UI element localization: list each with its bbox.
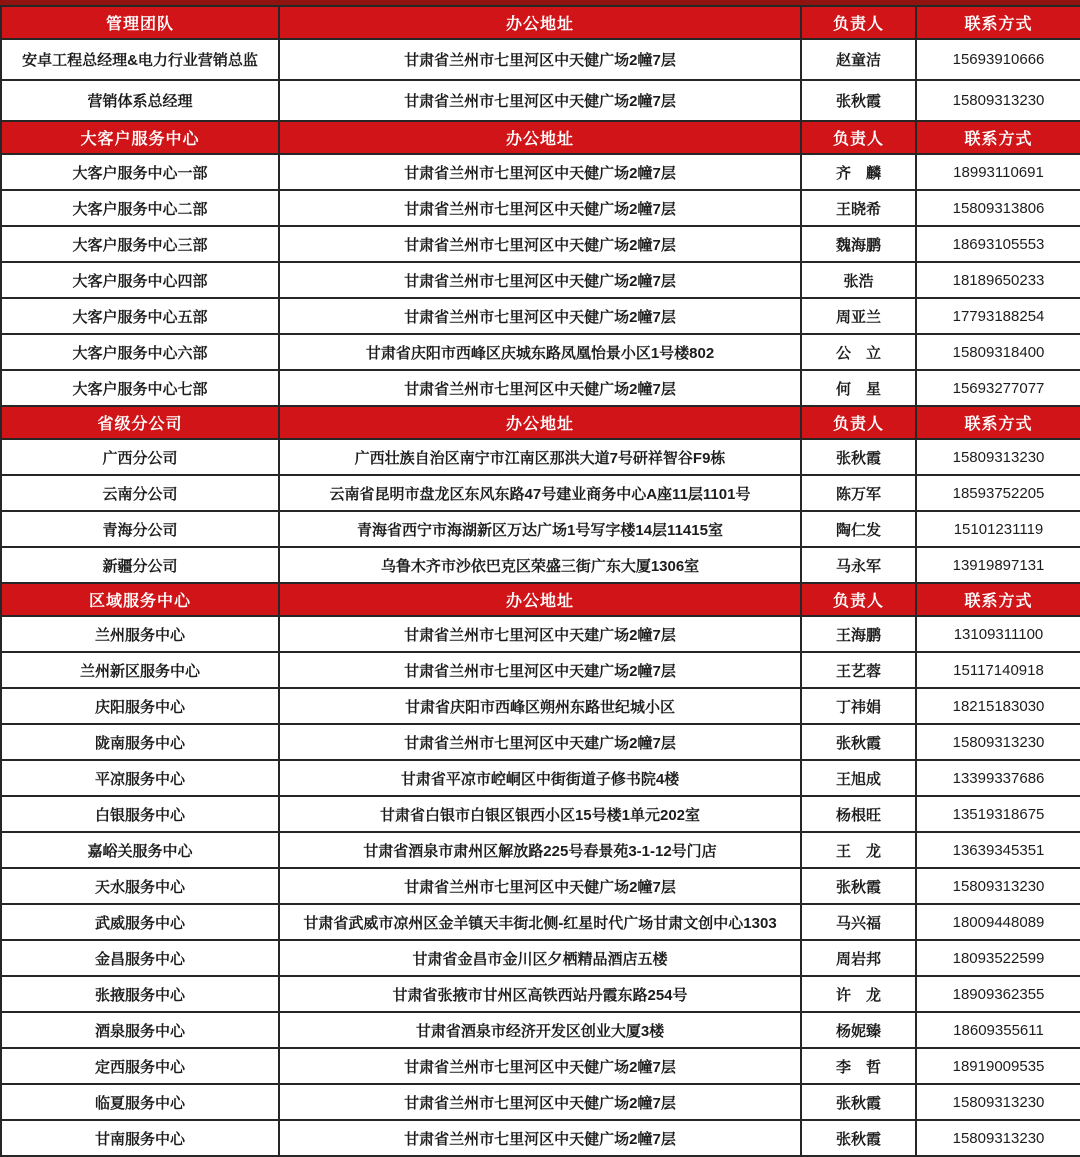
section-header-row — [1, 583, 1080, 616]
name-cell: 定西服务中心 — [1, 1048, 279, 1084]
name-cell: 嘉峪关服务中心 — [1, 832, 279, 868]
column-header-cell: 办公地址 — [279, 406, 801, 439]
table-row — [1, 547, 1080, 583]
table-row — [1, 724, 1080, 760]
table-row — [1, 439, 1080, 475]
name-cell: 云南分公司 — [1, 475, 279, 511]
column-header-cell: 办公地址 — [279, 121, 801, 154]
person-cell: 张秋霞 — [801, 1084, 916, 1120]
table-row — [1, 688, 1080, 724]
address-cell: 甘肃省兰州市七里河区中天健广场2幢7层 — [279, 39, 801, 80]
address-cell: 甘肃省兰州市七里河区中天健广场2幢7层 — [279, 80, 801, 121]
table-row — [1, 1120, 1080, 1156]
phone-cell: 18093522599 — [916, 940, 1080, 976]
address-cell: 甘肃省白银市白银区银西小区15号楼1单元202室 — [279, 796, 801, 832]
table-row — [1, 334, 1080, 370]
person-cell: 许 龙 — [801, 976, 916, 1012]
section-title-header-cell: 区域服务中心 — [1, 583, 279, 616]
column-header-cell: 联系方式 — [916, 6, 1080, 39]
person-cell: 杨妮臻 — [801, 1012, 916, 1048]
address-cell: 甘肃省酒泉市经济开发区创业大厦3楼 — [279, 1012, 801, 1048]
person-cell: 丁祎娟 — [801, 688, 916, 724]
address-cell: 甘肃省酒泉市肃州区解放路225号春景苑3-1-12号门店 — [279, 832, 801, 868]
address-cell: 乌鲁木齐市沙依巴克区荣盛三街广东大厦1306室 — [279, 547, 801, 583]
address-cell: 甘肃省兰州市七里河区中天健广场2幢7层 — [279, 226, 801, 262]
phone-cell: 18993110691 — [916, 154, 1080, 190]
table-row — [1, 511, 1080, 547]
name-cell: 兰州服务中心 — [1, 616, 279, 652]
address-cell: 云南省昆明市盘龙区东风东路47号建业商务中心A座11层1101号 — [279, 475, 801, 511]
address-cell: 甘肃省张掖市甘州区高铁西站丹霞东路254号 — [279, 976, 801, 1012]
phone-cell: 15693277077 — [916, 370, 1080, 406]
table-row — [1, 832, 1080, 868]
table-row — [1, 475, 1080, 511]
column-header-cell: 联系方式 — [916, 583, 1080, 616]
person-cell: 王旭成 — [801, 760, 916, 796]
name-cell: 酒泉服务中心 — [1, 1012, 279, 1048]
person-cell: 张秋霞 — [801, 868, 916, 904]
phone-cell: 15809313230 — [916, 868, 1080, 904]
person-cell: 张秋霞 — [801, 1120, 916, 1156]
table-row — [1, 1012, 1080, 1048]
person-cell: 齐 麟 — [801, 154, 916, 190]
address-cell: 甘肃省庆阳市西峰区庆城东路凤凰怡景小区1号楼802 — [279, 334, 801, 370]
person-cell: 王艺蓉 — [801, 652, 916, 688]
address-cell: 甘肃省兰州市七里河区中天健广场2幢7层 — [279, 262, 801, 298]
section-header-row — [1, 6, 1080, 39]
name-cell: 大客户服务中心七部 — [1, 370, 279, 406]
phone-cell: 15809313806 — [916, 190, 1080, 226]
contact-table-body — [1, 6, 1080, 1156]
address-cell: 甘肃省兰州市七里河区中天建广场2幢7层 — [279, 724, 801, 760]
table-row — [1, 616, 1080, 652]
name-cell: 大客户服务中心六部 — [1, 334, 279, 370]
person-cell: 魏海鹏 — [801, 226, 916, 262]
name-cell: 兰州新区服务中心 — [1, 652, 279, 688]
table-row — [1, 940, 1080, 976]
table-row — [1, 80, 1080, 121]
phone-cell: 15101231119 — [916, 511, 1080, 547]
phone-cell: 15809313230 — [916, 80, 1080, 121]
name-cell: 金昌服务中心 — [1, 940, 279, 976]
phone-cell: 18215183030 — [916, 688, 1080, 724]
column-header-cell: 负责人 — [801, 406, 916, 439]
person-cell: 杨根旺 — [801, 796, 916, 832]
person-cell: 马兴福 — [801, 904, 916, 940]
phone-cell: 18919009535 — [916, 1048, 1080, 1084]
section-title-header-cell: 省级分公司 — [1, 406, 279, 439]
phone-cell: 17793188254 — [916, 298, 1080, 334]
table-row — [1, 868, 1080, 904]
phone-cell: 18009448089 — [916, 904, 1080, 940]
phone-cell: 15809318400 — [916, 334, 1080, 370]
table-row — [1, 1048, 1080, 1084]
person-cell: 张秋霞 — [801, 439, 916, 475]
table-row — [1, 226, 1080, 262]
phone-cell: 18609355611 — [916, 1012, 1080, 1048]
address-cell: 甘肃省兰州市七里河区中天健广场2幢7层 — [279, 868, 801, 904]
name-cell: 庆阳服务中心 — [1, 688, 279, 724]
phone-cell: 18909362355 — [916, 976, 1080, 1012]
address-cell: 甘肃省兰州市七里河区中天建广场2幢7层 — [279, 652, 801, 688]
address-cell: 广西壮族自治区南宁市江南区那洪大道7号研祥智谷F9栋 — [279, 439, 801, 475]
address-cell: 甘肃省庆阳市西峰区朔州东路世纪城小区 — [279, 688, 801, 724]
address-cell: 青海省西宁市海湖新区万达广场1号写字楼14层11415室 — [279, 511, 801, 547]
column-header-cell: 负责人 — [801, 6, 916, 39]
person-cell: 周亚兰 — [801, 298, 916, 334]
phone-cell: 15693910666 — [916, 39, 1080, 80]
phone-cell: 13109311100 — [916, 616, 1080, 652]
table-row — [1, 1084, 1080, 1120]
address-cell: 甘肃省兰州市七里河区中天健广场2幢7层 — [279, 1120, 801, 1156]
column-header-cell: 办公地址 — [279, 6, 801, 39]
address-cell: 甘肃省兰州市七里河区中天健广场2幢7层 — [279, 190, 801, 226]
column-header-cell: 办公地址 — [279, 583, 801, 616]
phone-cell: 18693105553 — [916, 226, 1080, 262]
address-cell: 甘肃省平凉市崆峒区中街街道子修书院4楼 — [279, 760, 801, 796]
column-header-cell: 联系方式 — [916, 406, 1080, 439]
person-cell: 马永军 — [801, 547, 916, 583]
phone-cell: 13519318675 — [916, 796, 1080, 832]
phone-cell: 13399337686 — [916, 760, 1080, 796]
table-row — [1, 190, 1080, 226]
name-cell: 陇南服务中心 — [1, 724, 279, 760]
person-cell: 何 星 — [801, 370, 916, 406]
name-cell: 营销体系总经理 — [1, 80, 279, 121]
name-cell: 新疆分公司 — [1, 547, 279, 583]
person-cell: 张秋霞 — [801, 80, 916, 121]
name-cell: 大客户服务中心五部 — [1, 298, 279, 334]
name-cell: 武威服务中心 — [1, 904, 279, 940]
phone-cell: 15117140918 — [916, 652, 1080, 688]
person-cell: 王晓希 — [801, 190, 916, 226]
table-row — [1, 976, 1080, 1012]
person-cell: 周岩邦 — [801, 940, 916, 976]
address-cell: 甘肃省兰州市七里河区中天健广场2幢7层 — [279, 370, 801, 406]
person-cell: 王 龙 — [801, 832, 916, 868]
name-cell: 甘南服务中心 — [1, 1120, 279, 1156]
phone-cell: 15809313230 — [916, 439, 1080, 475]
person-cell: 公 立 — [801, 334, 916, 370]
section-title-header-cell: 大客户服务中心 — [1, 121, 279, 154]
phone-cell: 15809313230 — [916, 1120, 1080, 1156]
phone-cell: 18189650233 — [916, 262, 1080, 298]
phone-cell: 13639345351 — [916, 832, 1080, 868]
name-cell: 广西分公司 — [1, 439, 279, 475]
section-header-row — [1, 121, 1080, 154]
name-cell: 大客户服务中心一部 — [1, 154, 279, 190]
person-cell: 陈万军 — [801, 475, 916, 511]
person-cell: 张秋霞 — [801, 724, 916, 760]
phone-cell: 15809313230 — [916, 1084, 1080, 1120]
table-row — [1, 760, 1080, 796]
phone-cell: 18593752205 — [916, 475, 1080, 511]
table-row — [1, 652, 1080, 688]
table-row — [1, 262, 1080, 298]
name-cell: 白银服务中心 — [1, 796, 279, 832]
column-header-cell: 负责人 — [801, 583, 916, 616]
person-cell: 张浩 — [801, 262, 916, 298]
address-cell: 甘肃省金昌市金川区夕栖精品酒店五楼 — [279, 940, 801, 976]
person-cell: 陶仁发 — [801, 511, 916, 547]
phone-cell: 13919897131 — [916, 547, 1080, 583]
address-cell: 甘肃省兰州市七里河区中天健广场2幢7层 — [279, 1048, 801, 1084]
section-header-row — [1, 406, 1080, 439]
section-title-header-cell: 管理团队 — [1, 6, 279, 39]
table-row — [1, 154, 1080, 190]
name-cell: 大客户服务中心二部 — [1, 190, 279, 226]
table-row — [1, 904, 1080, 940]
address-cell: 甘肃省兰州市七里河区中天健广场2幢7层 — [279, 298, 801, 334]
person-cell: 赵童洁 — [801, 39, 916, 80]
name-cell: 青海分公司 — [1, 511, 279, 547]
address-cell: 甘肃省兰州市七里河区中天健广场2幢7层 — [279, 1084, 801, 1120]
name-cell: 安卓工程总经理&电力行业营销总监 — [1, 39, 279, 80]
table-row — [1, 298, 1080, 334]
person-cell: 李 哲 — [801, 1048, 916, 1084]
name-cell: 临夏服务中心 — [1, 1084, 279, 1120]
person-cell: 王海鹏 — [801, 616, 916, 652]
table-row — [1, 796, 1080, 832]
phone-cell: 15809313230 — [916, 724, 1080, 760]
address-cell: 甘肃省兰州市七里河区中天健广场2幢7层 — [279, 154, 801, 190]
column-header-cell: 联系方式 — [916, 121, 1080, 154]
column-header-cell: 负责人 — [801, 121, 916, 154]
name-cell: 天水服务中心 — [1, 868, 279, 904]
table-row — [1, 370, 1080, 406]
name-cell: 大客户服务中心三部 — [1, 226, 279, 262]
name-cell: 平凉服务中心 — [1, 760, 279, 796]
name-cell: 张掖服务中心 — [1, 976, 279, 1012]
address-cell: 甘肃省兰州市七里河区中天建广场2幢7层 — [279, 616, 801, 652]
name-cell: 大客户服务中心四部 — [1, 262, 279, 298]
table-row — [1, 39, 1080, 80]
contact-table — [0, 5, 1080, 1157]
address-cell: 甘肃省武威市凉州区金羊镇天丰街北侧-红星时代广场甘肃文创中心1303 — [279, 904, 801, 940]
